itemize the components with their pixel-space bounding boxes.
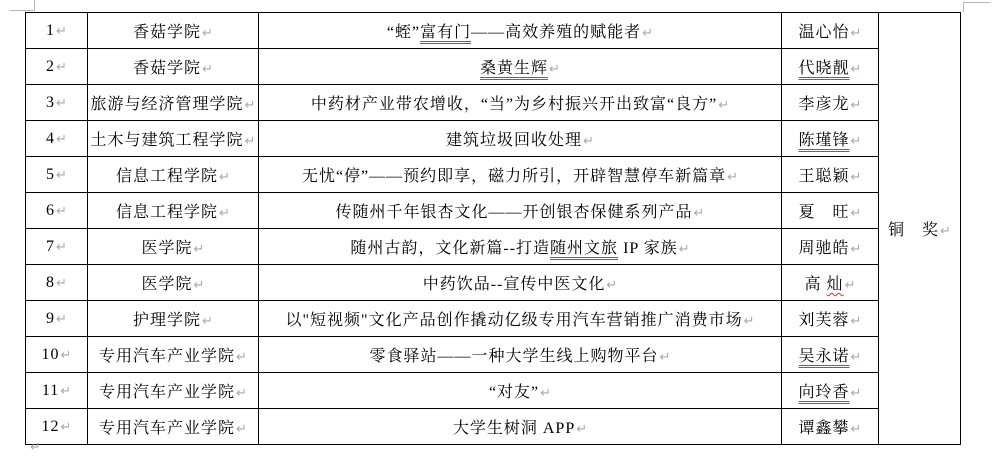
table-row — [26, 229, 961, 265]
end-of-cell-mark-icon: ↵ — [56, 59, 67, 75]
end-of-cell-mark-icon: ↵ — [718, 98, 730, 113]
college-name: 信息工程学院 — [116, 168, 219, 185]
end-of-cell-mark-icon: ↵ — [850, 98, 862, 113]
college-cell[interactable] — [88, 13, 259, 49]
college-cell[interactable] — [88, 157, 259, 193]
end-of-cell-mark-icon: ↵ — [844, 278, 856, 293]
end-of-cell-mark-icon: ↵ — [850, 242, 862, 257]
project-title-text: 中药饮品--宣传中医文化 — [422, 276, 606, 293]
table-row — [26, 121, 961, 157]
person-name-text: 夏 旺 — [798, 204, 850, 221]
row-number-cell[interactable] — [26, 229, 88, 265]
end-of-cell-mark-icon: ↵ — [850, 26, 862, 41]
college-cell[interactable] — [88, 265, 259, 301]
person-name-cell[interactable] — [782, 49, 879, 85]
end-of-cell-mark-icon: ↵ — [60, 383, 72, 399]
project-title-text: 无忧“停”——预约即享，磁力所引，开辟智慧停车新篇章 — [301, 168, 727, 185]
end-of-cell-mark-icon: ↵ — [56, 275, 67, 291]
person-name-text: 李彦龙 — [798, 96, 850, 113]
end-of-cell-mark-icon: ↵ — [659, 350, 671, 365]
end-of-cell-mark-icon: ↵ — [940, 224, 951, 239]
project-title-text: “蛭” — [386, 24, 421, 41]
person-name-cell[interactable] — [782, 337, 879, 373]
end-of-cell-mark-icon: ↵ — [56, 167, 67, 183]
table-row — [26, 265, 961, 301]
row-number-cell[interactable] — [26, 193, 88, 229]
table-row — [26, 85, 961, 121]
end-of-cell-mark-icon: ↵ — [244, 98, 256, 113]
end-of-cell-mark-icon: ↵ — [202, 62, 213, 77]
project-title-cell[interactable] — [259, 337, 782, 373]
person-name-underlined-text: 向玲香 — [798, 384, 850, 401]
person-name-text: 温心怡 — [798, 24, 850, 41]
table-row — [26, 49, 961, 85]
person-name-cell[interactable] — [782, 121, 879, 157]
end-of-cell-mark-icon: ↵ — [850, 206, 862, 221]
college-name: 香菇学院 — [133, 24, 202, 41]
project-title-cell[interactable] — [259, 373, 782, 409]
end-of-cell-mark-icon: ↵ — [727, 170, 739, 185]
college-name: 信息工程学院 — [116, 204, 219, 221]
end-of-cell-mark-icon: ↵ — [219, 170, 230, 185]
end-of-cell-mark-icon: ↵ — [236, 350, 247, 365]
end-of-cell-mark-icon: ↵ — [606, 278, 618, 293]
end-of-cell-mark-icon: ↵ — [202, 314, 213, 329]
person-name-underlined-text: 代晓靓 — [798, 60, 850, 77]
end-of-cell-mark-icon: ↵ — [244, 134, 256, 149]
college-name: 医学院 — [141, 240, 193, 257]
row-number-cell[interactable] — [26, 157, 88, 193]
row-number-cell[interactable] — [26, 337, 88, 373]
row-number: 9 — [46, 309, 56, 327]
end-of-cell-mark-icon: ↵ — [202, 26, 213, 41]
row-number: 7 — [46, 237, 56, 255]
end-of-cell-mark-icon: ↵ — [743, 314, 755, 329]
college-cell[interactable] — [88, 229, 259, 265]
end-of-cell-mark-icon: ↵ — [850, 422, 862, 437]
paragraph-mark-icon: ↵ — [30, 440, 41, 455]
person-name-cell[interactable] — [782, 301, 879, 337]
college-cell[interactable] — [88, 85, 259, 121]
row-number-cell[interactable] — [26, 13, 88, 49]
end-of-cell-mark-icon: ↵ — [236, 386, 247, 401]
project-title-text: 传随州千年银杏文化——开创银杏保健系列产品 — [335, 204, 693, 221]
college-cell[interactable] — [88, 409, 259, 445]
row-number-cell[interactable] — [26, 301, 88, 337]
project-title-text: 大学生树洞 APP — [452, 420, 576, 437]
table-row — [26, 193, 961, 229]
person-name-cell[interactable] — [782, 373, 879, 409]
project-title-underlined-text: 富有门 — [420, 24, 472, 41]
project-title-cell[interactable] — [259, 121, 782, 157]
row-number: 1 — [46, 21, 56, 39]
project-title-text: 中药材产业带农增收，“当”为乡村振兴开出致富“良方” — [310, 96, 718, 113]
project-title-text: 建筑垃圾回收处理 — [446, 132, 583, 149]
text-boundary-corner-mark-right — [963, 2, 990, 12]
table-row — [26, 13, 961, 49]
row-number-cell[interactable] — [26, 85, 88, 121]
college-cell[interactable] — [88, 193, 259, 229]
college-name: 香菇学院 — [133, 60, 202, 77]
project-title-cell[interactable] — [259, 85, 782, 121]
end-of-cell-mark-icon: ↵ — [850, 386, 862, 401]
end-of-cell-mark-icon: ↵ — [56, 95, 67, 111]
project-title-underlined-text: 桑黄生辉 — [480, 60, 549, 77]
end-of-cell-mark-icon: ↵ — [549, 62, 560, 77]
table-row — [26, 337, 961, 373]
person-name-text: 周驰皓 — [798, 240, 850, 257]
text-boundary-corner-mark-left — [10, 0, 35, 11]
end-of-cell-mark-icon: ↵ — [60, 419, 72, 435]
award-label: 铜 奖 — [888, 222, 940, 239]
row-number: 3 — [46, 93, 56, 111]
project-title-text: 零食驿站——一种大学生线上购物平台 — [369, 348, 659, 365]
person-name-cell[interactable] — [782, 265, 879, 301]
person-name-text: 谭鑫攀 — [798, 420, 850, 437]
college-cell[interactable] — [88, 301, 259, 337]
table-row — [26, 301, 961, 337]
end-of-cell-mark-icon: ↵ — [850, 314, 862, 329]
college-name: 医学院 — [141, 276, 193, 293]
end-of-cell-mark-icon: ↵ — [850, 170, 862, 185]
person-name-cell[interactable] — [782, 409, 879, 445]
college-cell[interactable] — [88, 373, 259, 409]
end-of-cell-mark-icon: ↵ — [693, 206, 705, 221]
end-of-cell-mark-icon: ↵ — [193, 278, 205, 293]
person-name-cell[interactable] — [782, 193, 879, 229]
end-of-cell-mark-icon: ↵ — [642, 26, 654, 41]
college-name: 土木与建筑工程学院 — [90, 132, 244, 149]
row-number: 8 — [46, 273, 56, 291]
person-name-text: 高 — [804, 276, 827, 293]
college-cell[interactable] — [88, 337, 259, 373]
end-of-cell-mark-icon: ↵ — [583, 134, 594, 149]
person-name-text: 刘芙蓉 — [798, 312, 850, 329]
end-of-cell-mark-icon: ↵ — [56, 131, 67, 147]
end-of-cell-mark-icon: ↵ — [219, 206, 230, 221]
row-number: 10 — [41, 345, 60, 363]
project-title-text: 随州古韵，文化新篇--打造 — [350, 240, 551, 257]
end-of-cell-mark-icon: ↵ — [56, 23, 67, 39]
person-name-cell[interactable] — [782, 13, 879, 49]
college-name: 专用汽车产业学院 — [99, 348, 236, 365]
row-number: 2 — [46, 57, 56, 75]
row-number: 6 — [46, 201, 56, 219]
person-name-cell[interactable] — [782, 85, 879, 121]
end-of-cell-mark-icon: ↵ — [56, 239, 67, 255]
project-title-text-after: IP 家族 — [618, 240, 678, 257]
end-of-cell-mark-icon: ↵ — [56, 203, 67, 219]
college-name: 专用汽车产业学院 — [99, 384, 236, 401]
project-title-cell[interactable] — [259, 13, 782, 49]
project-title-cell[interactable] — [259, 409, 782, 445]
project-title-text: “对友” — [488, 384, 540, 401]
project-title-underlined-text: 随州文旅 — [550, 240, 619, 257]
row-number: 12 — [41, 417, 60, 435]
person-name-spellcheck-text: 灿 — [826, 276, 844, 293]
project-title-cell[interactable] — [259, 193, 782, 229]
row-number-cell[interactable] — [26, 121, 88, 157]
award-cell[interactable] — [879, 13, 961, 445]
college-name: 护理学院 — [133, 312, 202, 329]
person-name-underlined-text: 吴永诺 — [798, 348, 850, 365]
row-number: 11 — [41, 381, 60, 399]
end-of-cell-mark-icon: ↵ — [576, 422, 588, 437]
table-row — [26, 373, 961, 409]
award-table-container — [25, 12, 961, 445]
end-of-cell-mark-icon: ↵ — [678, 242, 690, 257]
college-cell[interactable] — [88, 49, 259, 85]
person-name-text: 王聪颖 — [798, 168, 850, 185]
row-number: 5 — [46, 165, 56, 183]
project-title-cell[interactable] — [259, 229, 782, 265]
person-name-cell[interactable] — [782, 229, 879, 265]
row-number: 4 — [46, 129, 56, 147]
end-of-cell-mark-icon: ↵ — [850, 350, 862, 365]
award-table — [25, 12, 961, 445]
end-of-cell-mark-icon: ↵ — [56, 311, 67, 327]
table-row — [26, 157, 961, 193]
project-title-cell[interactable] — [259, 157, 782, 193]
person-name-underlined-text: 陈瑾锋 — [798, 132, 850, 149]
row-number-cell[interactable] — [26, 265, 88, 301]
project-title-cell[interactable] — [259, 265, 782, 301]
college-name: 旅游与经济管理学院 — [90, 96, 244, 113]
college-name: 专用汽车产业学院 — [99, 420, 236, 437]
project-title-cell[interactable] — [259, 49, 782, 85]
college-cell[interactable] — [88, 121, 259, 157]
end-of-cell-mark-icon: ↵ — [236, 422, 247, 437]
end-of-cell-mark-icon: ↵ — [850, 134, 862, 149]
end-of-cell-mark-icon: ↵ — [193, 242, 205, 257]
end-of-cell-mark-icon: ↵ — [60, 347, 72, 363]
row-number-cell[interactable] — [26, 49, 88, 85]
end-of-cell-mark-icon: ↵ — [540, 386, 552, 401]
project-title-text: 以"短视频"文化产品创作撬动亿级专用汽车营销推广消费市场 — [285, 312, 743, 329]
project-title-text-after: ——高效养殖的赋能者 — [471, 24, 642, 41]
person-name-cell[interactable] — [782, 157, 879, 193]
end-of-cell-mark-icon: ↵ — [850, 62, 862, 77]
row-number-cell[interactable] — [26, 373, 88, 409]
project-title-cell[interactable] — [259, 301, 782, 337]
table-row — [26, 409, 961, 445]
